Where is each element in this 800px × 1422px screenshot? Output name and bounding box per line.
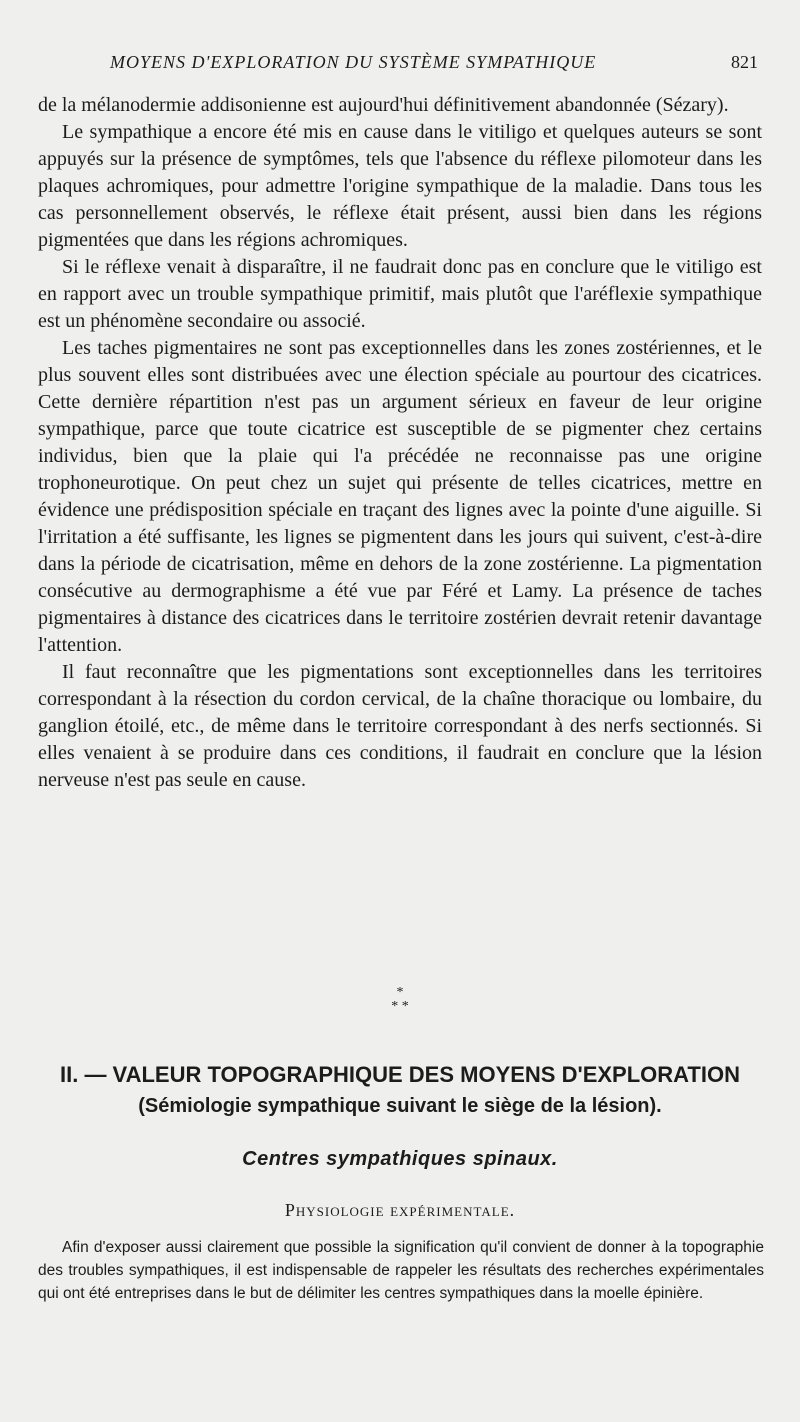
section-separator [370,986,430,1014]
running-title: MOYENS D'EXPLORATION DU SYSTÈME SYMPATHIQUE [110,52,597,72]
separator-star-bottom: * * [391,999,409,1014]
subsection-heading: Centres sympathiques spinaux. [242,1148,558,1170]
separator-star-top: * [396,985,404,1000]
section-title: II. — VALEUR TOPOGRAPHIQUE DES MOYENS D'EXPLORATION [60,1062,740,1087]
page-number: 821 [731,52,758,72]
smallcaps-heading: Physiologie expérimentale. [284,1200,516,1220]
body-text [38,92,762,794]
paragraph: Si le réflexe venait à disparaître, il ne faudrait donc pas en conclure que le vitiligo est en rapport avec un trouble sympathique primitif, mais plutôt que l'aréflexie sympathique est un phénomène secondaire ou associé. [38,256,762,332]
paragraph: Il faut reconnaître que les pigmentations sont exceptionnelles dans les territoires correspondant à la résection du cordon cervical, de la chaîne thoracique ou lombaire, du ganglion étoilé, etc., de même dans le territoire correspondant à des nerfs sectionnés. Si elles venaient à se produire dans ces conditions, il faudrait en conclure que la lésion nerveuse n'est pas seule en cause. [38,661,762,791]
paragraph: Les taches pigmentaires ne sont pas exceptionnelles dans les zones zostériennes, et le plus souvent elles sont distribuées avec une élection spéciale au pourtour des cicatrices. Cette dernière répartition n'est pas un argument sérieux en faveur de leur origine sympathique, parce que toute cicatrice est susceptible de se pigmenter chez certains individus, bien que la plaie qui l'a précédée ne reconnaisse pas une origine trophoneurotique. On peut chez un sujet qui présente de telles cicatrices, mettre en évidence une prédisposition spéciale en traçant des lignes avec la pointe d'une aiguille. Si l'irritation a été suffisante, les lignes se pigmentent dans les jours qui suivent, c'est-à-dire dans la période de cicatrisation, même en dehors de la zone zostérienne. La pigmentation consécutive au dermographisme a été vue par Féré et Lamy. La présence de taches pigmentaires à distance des cicatrices dans le territoire zostérien devrait retenir davantage l'attention. [38,337,762,656]
section-subtitle: (Sémiologie sympathique suivant le siège de la lésion). [138,1095,662,1117]
paragraph: de la mélanodermie addisonienne est aujourd'hui définitivement abandonnée (Sézary). [38,94,729,116]
small-print-text [38,1236,764,1305]
paragraph: Afin d'exposer aussi clairement que possible la signification qu'il convient de donner à la topographie des troubles sympathiques, il est indispensable de rappeler les résultats des recherches expérimentales qui ont été entreprises dans le but de délimiter les centres sympathiques dans la moelle épinière. [38,1239,764,1302]
paragraph: Le sympathique a encore été mis en cause dans le vitiligo et quelques auteurs se sont appuyés sur la présence de symptômes, tels que l'absence du réflexe pilomoteur dans les plaques achromiques, pour admettre l'origine sympathique de la maladie. Dans tous les cas personnellement observés, le réflexe était présent, aussi bien dans les régions pigmentées que dans les régions achromiques. [38,121,762,251]
